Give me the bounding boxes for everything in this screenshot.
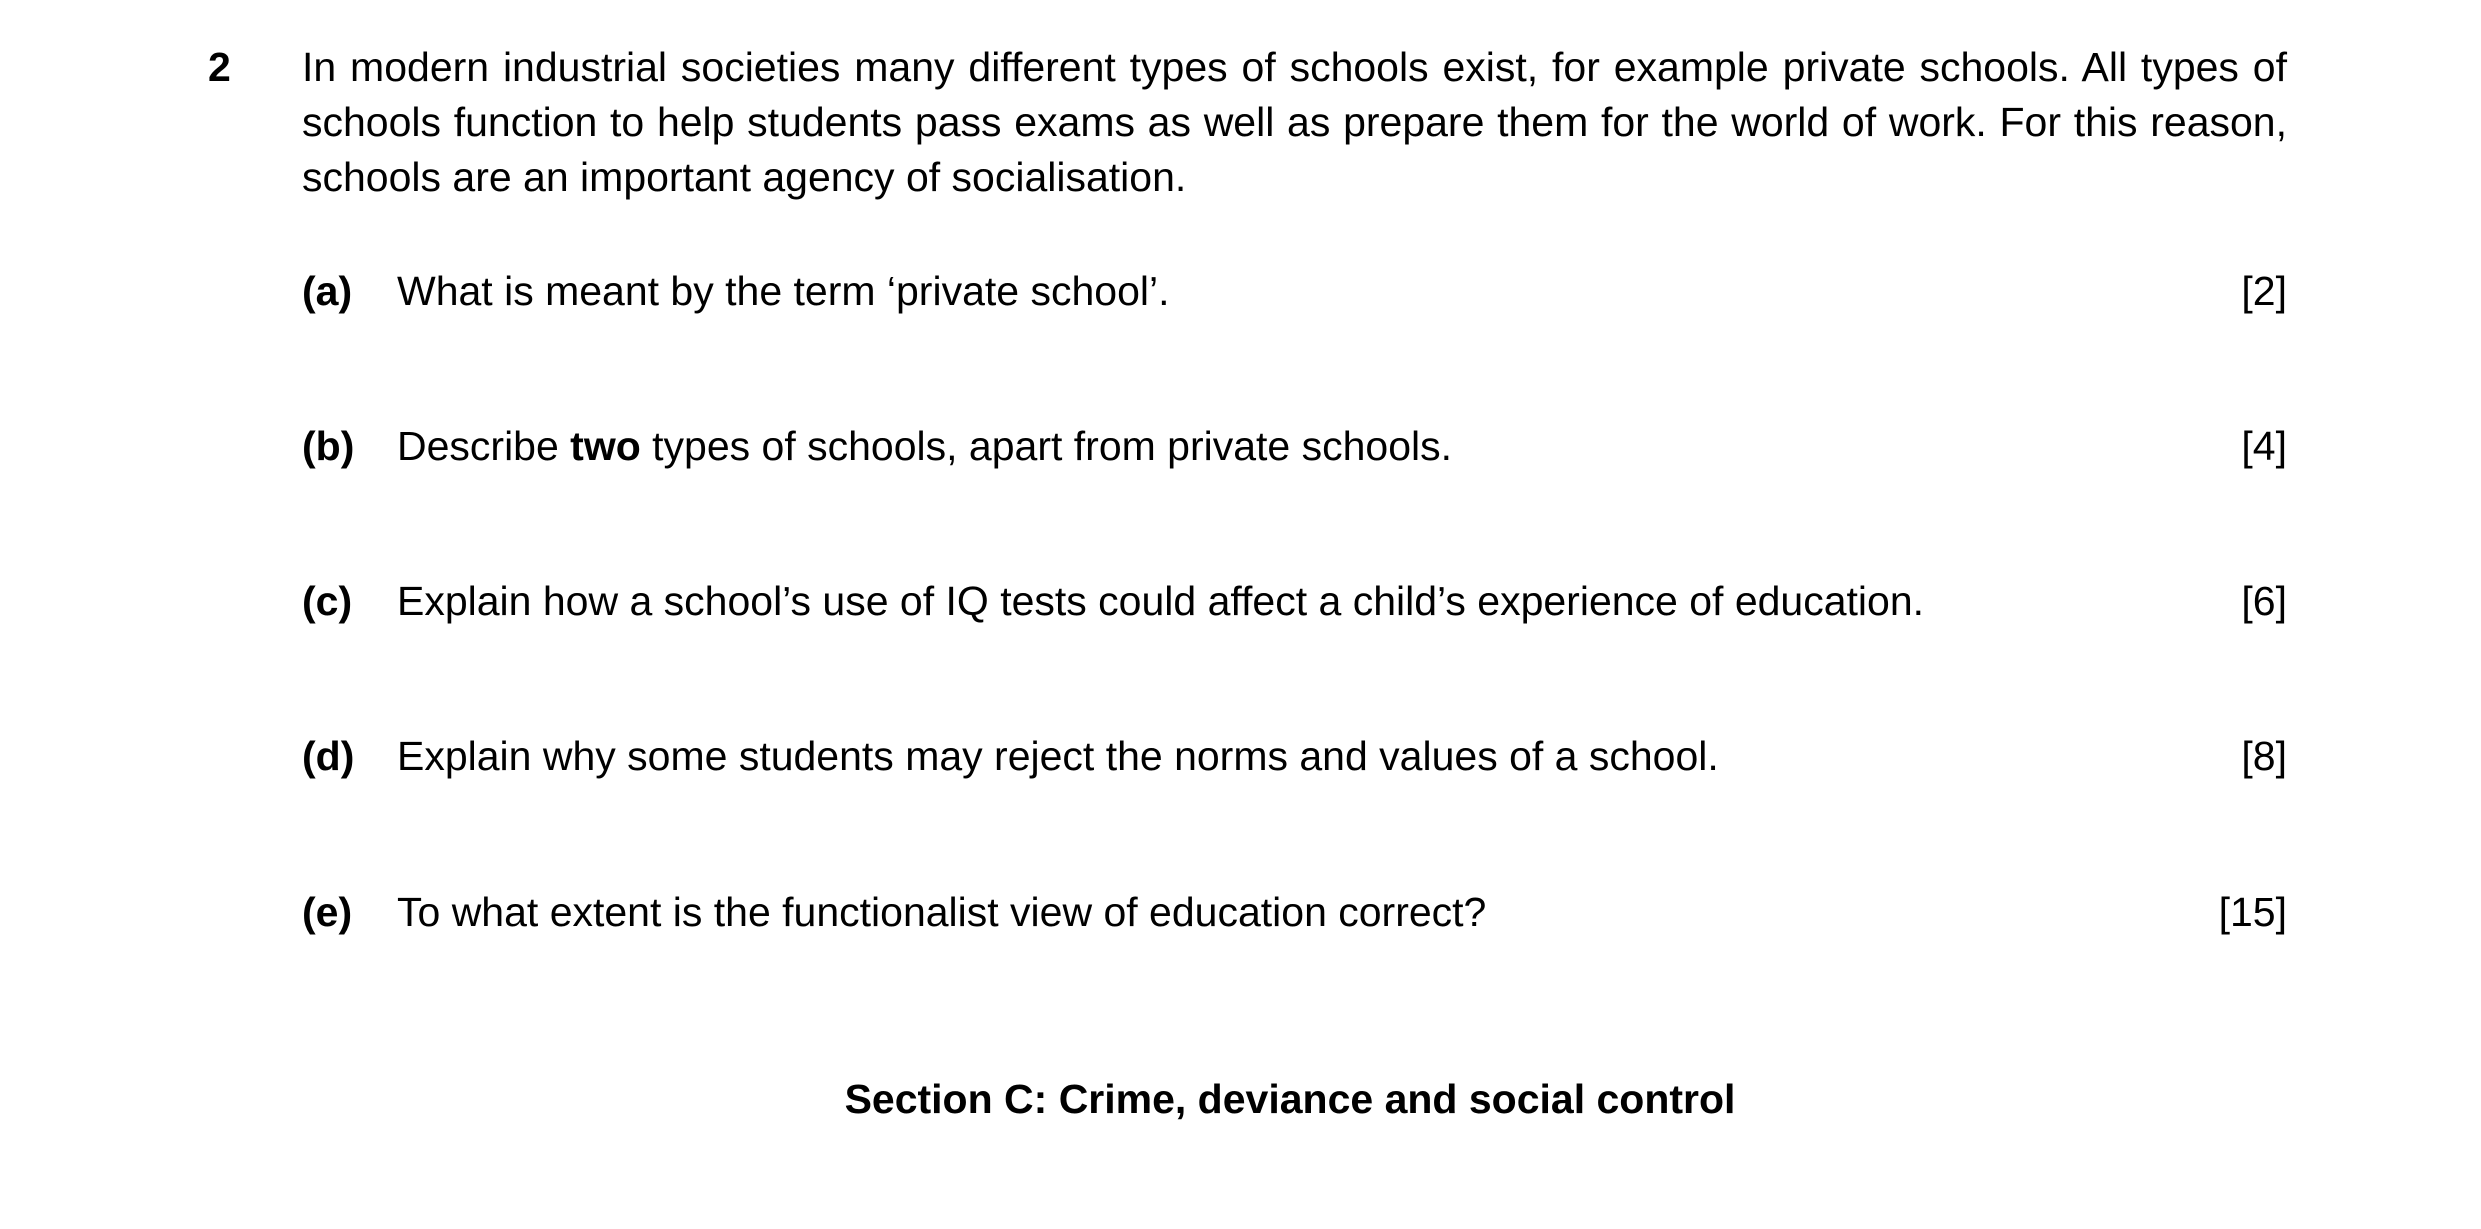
part-text-after: types of schools, apart from private schools. (640, 423, 1453, 469)
part-marks: [8] (2241, 733, 2287, 779)
part-text: Explain how a school’s use of IQ tests could affect a child’s experience of education. (397, 578, 1925, 624)
part-text: What is meant by the term ‘private school’. (397, 268, 1170, 314)
part-marks: [4] (2241, 423, 2287, 469)
part-marks: [15] (2218, 889, 2287, 935)
question-part-d (302, 729, 2287, 784)
question-stem (302, 40, 2287, 205)
part-letter: (e) (302, 889, 353, 935)
question-stem-text: In modern industrial societies many different types of schools exist, for example private schools. All types of schools function to help students pass exams as well as prepare them for the world of work. For this reason, schools are an important agency of socialisation. (302, 44, 2287, 200)
question-part-c (302, 574, 2287, 629)
part-letter: (c) (302, 578, 353, 624)
part-marks: [2] (2241, 268, 2287, 314)
part-text: Explain why some students may reject the norms and values of a school. (397, 733, 1719, 779)
question-part-e (302, 885, 2287, 940)
part-text: To what extent is the functionalist view of education correct? (397, 889, 1487, 935)
part-text (397, 419, 1452, 474)
question-number: 2 (208, 44, 231, 90)
section-heading: Section C: Crime, deviance and social control (844, 1076, 1736, 1122)
part-letter: (a) (302, 268, 353, 314)
question-part-a (302, 264, 2287, 319)
part-letter: (b) (302, 423, 355, 469)
part-text-emphasis: two (570, 423, 641, 469)
part-text-before: Describe (397, 423, 571, 469)
part-letter: (d) (302, 733, 355, 779)
question-part-b (302, 419, 2287, 474)
part-marks: [6] (2241, 578, 2287, 624)
